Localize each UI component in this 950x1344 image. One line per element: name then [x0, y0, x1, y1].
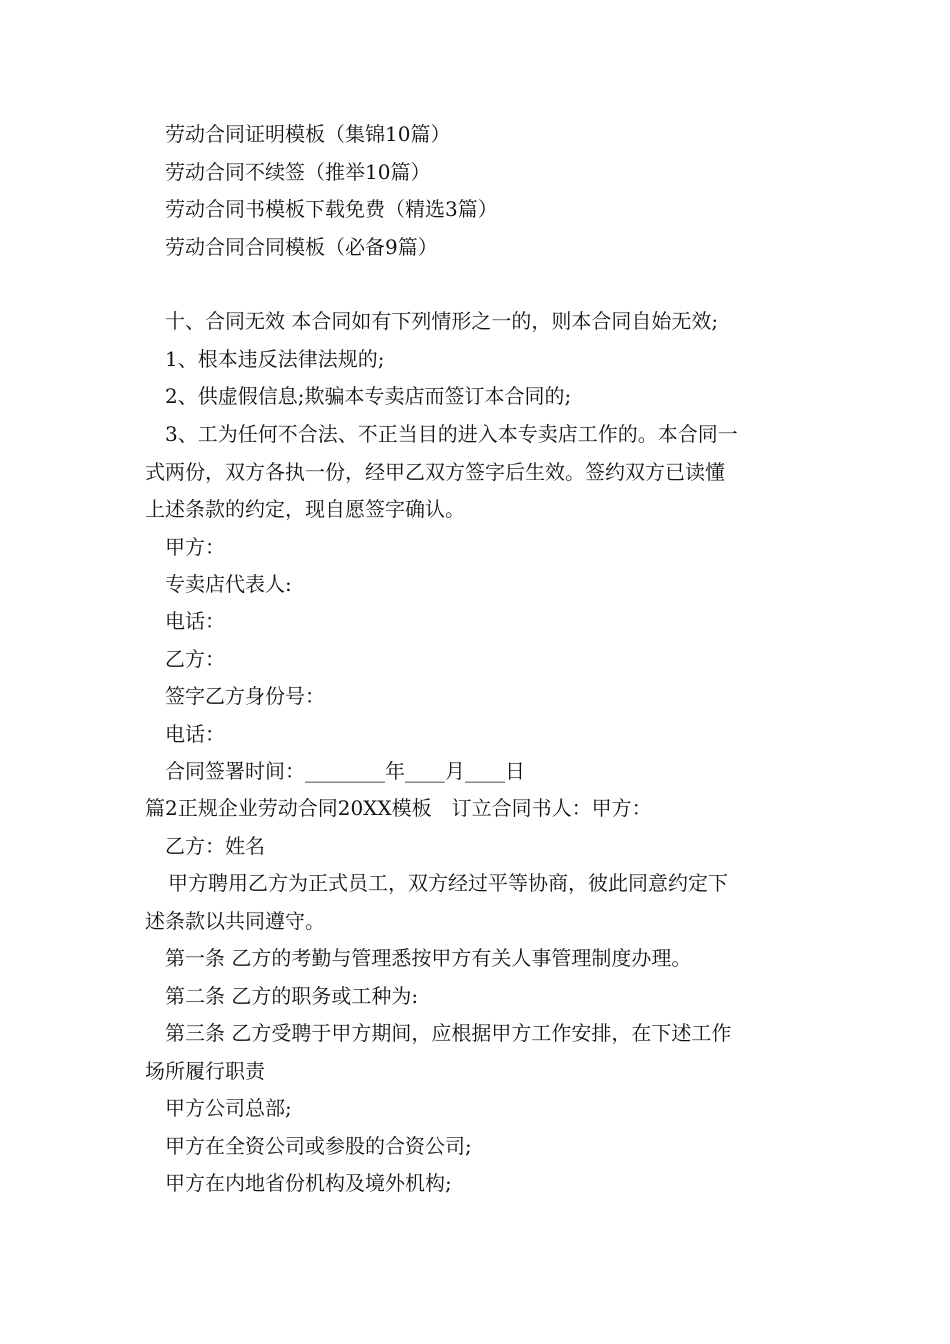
list-item: 甲方在全资公司或参股的合资公司; — [165, 1134, 472, 1158]
article-line: 第三条 乙方受聘于甲方期间，应根据甲方工作安排，在下述工作 — [165, 1021, 732, 1045]
paragraph-line: 甲方聘用乙方为正式员工，双方经过平等协商，彼此同意约定下 — [168, 871, 728, 895]
article-line: 第一条 乙方的考勤与管理悉按甲方有关人事管理制度办理。 — [165, 946, 692, 970]
clause-heading: 十、合同无效 本合同如有下列情形之一的，则本合同自始无效; — [165, 309, 719, 333]
party-line: 乙方：姓名 — [165, 834, 265, 858]
article-line: 第二条 乙方的职务或工种为: — [165, 984, 419, 1008]
signature-field: 甲方： — [165, 535, 225, 559]
related-link[interactable]: 劳动合同证明模板（集锦10篇） — [165, 122, 451, 146]
list-item: 甲方公司总部; — [165, 1096, 292, 1120]
clause-item: 2、供虚假信息;欺骗本专卖店而签订本合同的; — [165, 384, 572, 408]
paragraph-line: 场所履行职责 — [145, 1059, 265, 1083]
signing-date-field: 合同签署时间：________年____月____日 — [165, 759, 525, 783]
paragraph-line: 式两份，双方各执一份，经甲乙双方签字后生效。签约双方已读懂 — [145, 460, 725, 484]
clause-item: 1、根本违反法律法规的; — [165, 347, 385, 371]
signature-field: 电话： — [165, 609, 225, 633]
paragraph-line: 上述条款的约定，现自愿签字确认。 — [145, 497, 465, 521]
related-link[interactable]: 劳动合同不续签（推举10篇） — [165, 160, 431, 184]
section-title: 篇2正规企业劳动合同20XX模板 订立合同书人：甲方： — [145, 796, 652, 820]
clause-item: 3、工为任何不合法、不正当目的进入本专卖店工作的。本合同一 — [165, 422, 738, 446]
signature-field: 专卖店代表人: — [165, 572, 292, 596]
related-link[interactable]: 劳动合同书模板下载免费（精选3篇） — [165, 197, 498, 221]
signature-field: 乙方： — [165, 647, 225, 671]
related-link[interactable]: 劳动合同合同模板（必备9篇） — [165, 235, 438, 259]
paragraph-line: 述条款以共同遵守。 — [145, 909, 325, 933]
signature-field: 签字乙方身份号： — [165, 684, 325, 708]
list-item: 甲方在内地省份机构及境外机构; — [165, 1171, 452, 1195]
signature-field: 电话： — [165, 722, 225, 746]
